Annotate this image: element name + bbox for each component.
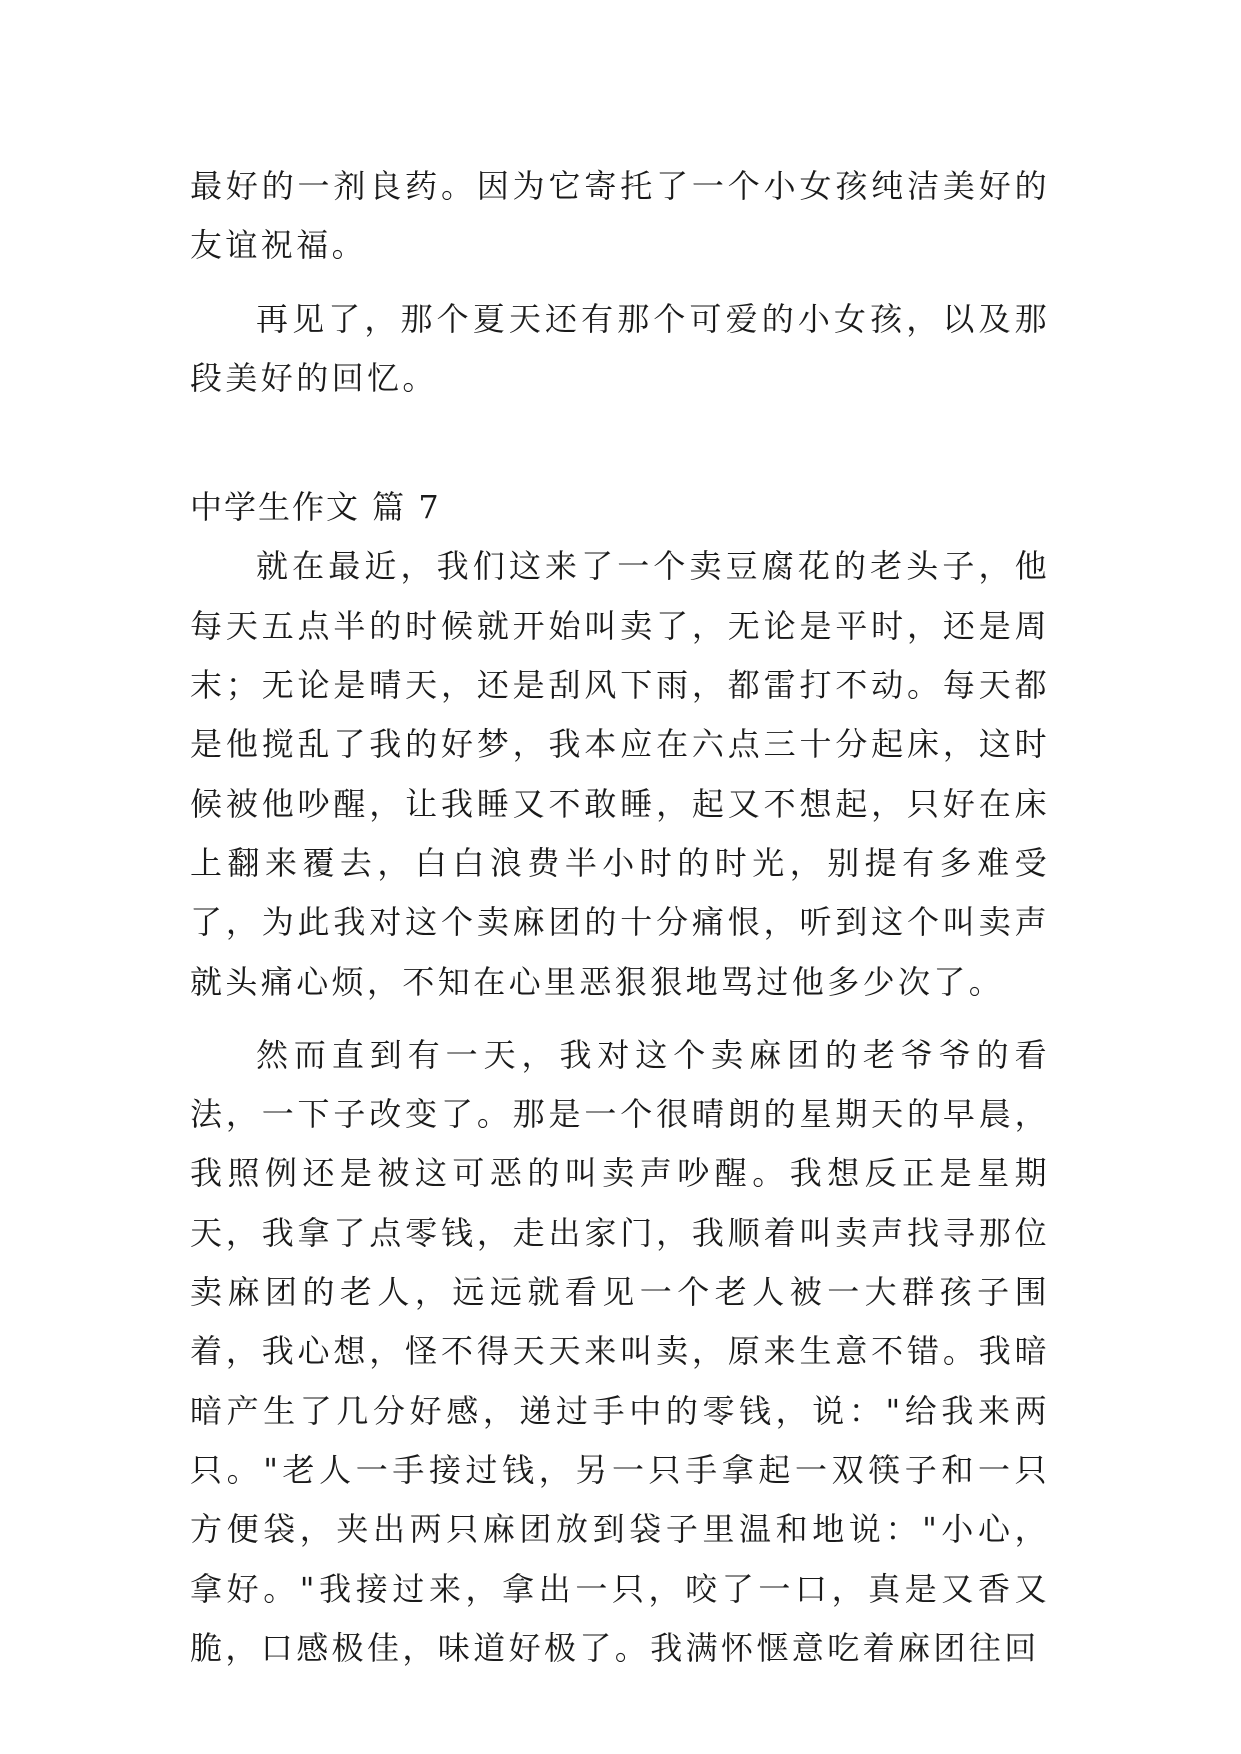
document-body [190, 157, 1050, 1678]
paragraph-continuation: 最好的一剂良药。因为它寄托了一个小女孩纯洁美好的友谊祝福。 [190, 167, 1050, 265]
section-heading: 中学生作文 篇 7 [190, 488, 441, 527]
paragraph-farewell: 再见了，那个夏天还有那个可爱的小女孩，以及那段美好的回忆。 [190, 299, 1050, 397]
section-paragraph-1: 就在最近，我们这来了一个卖豆腐花的老头子，他每天五点半的时候就开始叫卖了，无论是平时，还是周末；无论是晴天，还是刮风下雨，都雷打不动。每天都是他搅乱了我的好梦，我本应在六点三十分起床，这时候被他吵醒，让我睡又不敢睡，起又不想起，只好在床上翻来覆去，白白浪费半小时的时光，别提有多难受了，为此我对这个卖麻团的十分痛恨，听到这个叫卖声就头痛心烦，不知在心里恶狠狠地骂过他多少次了。 [190, 547, 1050, 1001]
section-paragraph-2: 然而直到有一天，我对这个卖麻团的老爷爷的看法，一下子改变了。那是一个很晴朗的星期天的早晨，我照例还是被这可恶的叫卖声吵醒。我想反正是星期天，我拿了点零钱，走出家门，我顺着叫卖声找寻那位卖麻团的老人，远远就看见一个老人被一大群孩子围着，我心想，怪不得天天来叫卖，原来生意不错。我暗暗产生了几分好感，递过手中的零钱，说："给我来两只。"老人一手接过钱，另一只手拿起一双筷子和一只方便袋，夹出两只麻团放到袋子里温和地说："小心，拿好。"我接过来，拿出一只，咬了一口，真是又香又脆，口感极佳，味道好极了。我满怀惬意吃着麻团往回 [190, 1035, 1050, 1667]
